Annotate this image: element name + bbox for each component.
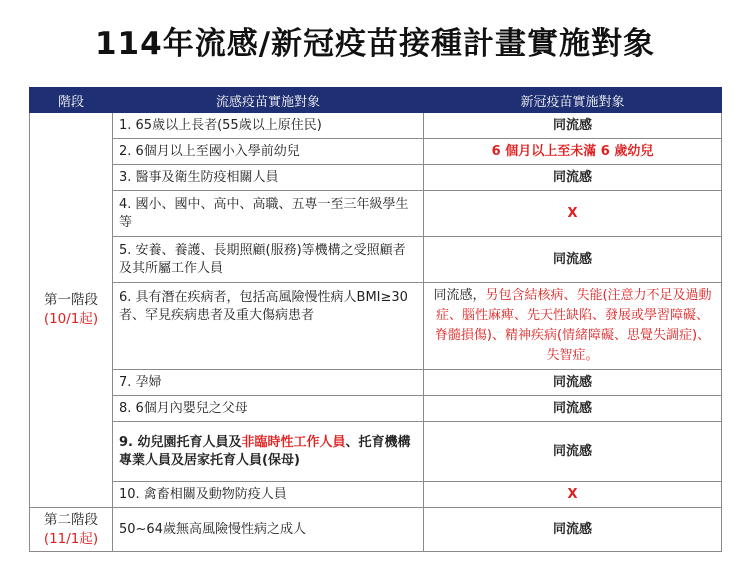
covid-value: 同流感 bbox=[424, 508, 722, 552]
table-row bbox=[30, 283, 722, 370]
header-stage: 階段 bbox=[30, 88, 113, 113]
flu-item: 6. 具有潛在疾病者，包括高風險慢性病人BMI≥30者、罕見疾病患者及重大傷病患者 bbox=[113, 283, 424, 370]
table-row bbox=[30, 422, 722, 482]
table-row bbox=[30, 139, 722, 165]
covid-same-as-flu: 同流感， bbox=[433, 288, 486, 303]
stage-2-name: 第二階段 bbox=[44, 511, 98, 528]
covid-value: X bbox=[424, 482, 722, 508]
table-row bbox=[30, 191, 722, 237]
flu-item: 5. 安養、養護、長期照顧(服務)等機構之受照顧者及其所屬工作人員 bbox=[113, 237, 424, 283]
flu-item: 10. 禽畜相關及動物防疫人員 bbox=[113, 482, 424, 508]
covid-value: 同流感 bbox=[424, 370, 722, 396]
table-row bbox=[30, 113, 722, 139]
flu-item-part-c: 、托育機構專業人員及居家托育人員(保母) bbox=[119, 434, 411, 468]
covid-value: 6 個月以上至未滿 6 歲幼兒 bbox=[424, 139, 722, 165]
table-row bbox=[30, 165, 722, 191]
table-row bbox=[30, 396, 722, 422]
covid-extra-conditions: 另包含結核病、失能(注意力不足及過動症、腦性麻痺、先天性缺陷、發展或學習障礙、脊髓損傷)、精神疾病(情緒障礙、思覺失調症)、失智症。 bbox=[434, 288, 712, 363]
covid-value: 同流感 bbox=[424, 113, 722, 139]
flu-item-part-a: 9. 幼兒園托育人員及 bbox=[119, 434, 242, 450]
flu-item: 2. 6個月以上至國小入學前幼兒 bbox=[113, 139, 424, 165]
table-header-row bbox=[30, 88, 722, 113]
covid-value: X bbox=[424, 191, 722, 237]
flu-item: 7. 孕婦 bbox=[113, 370, 424, 396]
flu-item bbox=[113, 422, 424, 482]
vaccination-table bbox=[29, 87, 722, 552]
table-row bbox=[30, 370, 722, 396]
flu-item: 4. 國小、國中、高中、高職、五專一至三年級學生等 bbox=[113, 191, 424, 237]
stage-2-date: (11/1起) bbox=[43, 530, 99, 547]
table-row bbox=[30, 508, 722, 552]
covid-value: 同流感 bbox=[424, 396, 722, 422]
covid-value: 同流感 bbox=[424, 237, 722, 283]
covid-value bbox=[424, 283, 722, 370]
page-title: 114年流感/新冠疫苗接種計畫實施對象 bbox=[94, 26, 656, 62]
flu-item: 1. 65歲以上長者(55歲以上原住民) bbox=[113, 113, 424, 139]
flu-item-highlight: 非臨時性工作人員 bbox=[241, 434, 346, 450]
stage-2-cell bbox=[30, 508, 113, 552]
table-row bbox=[30, 482, 722, 508]
header-covid: 新冠疫苗實施對象 bbox=[424, 88, 722, 113]
table-row bbox=[30, 237, 722, 283]
header-flu: 流感疫苗實施對象 bbox=[113, 88, 424, 113]
stage-1-name: 第一階段 bbox=[44, 292, 98, 308]
covid-value: 同流感 bbox=[424, 165, 722, 191]
flu-item: 50~64歲無高風險慢性病之成人 bbox=[113, 508, 424, 552]
flu-item: 8. 6個月內嬰兒之父母 bbox=[113, 396, 424, 422]
covid-value: 同流感 bbox=[424, 422, 722, 482]
stage-1-date: (10/1起) bbox=[43, 311, 99, 327]
flu-item: 3. 醫事及衛生防疫相關人員 bbox=[113, 165, 424, 191]
stage-1-cell bbox=[30, 113, 113, 508]
